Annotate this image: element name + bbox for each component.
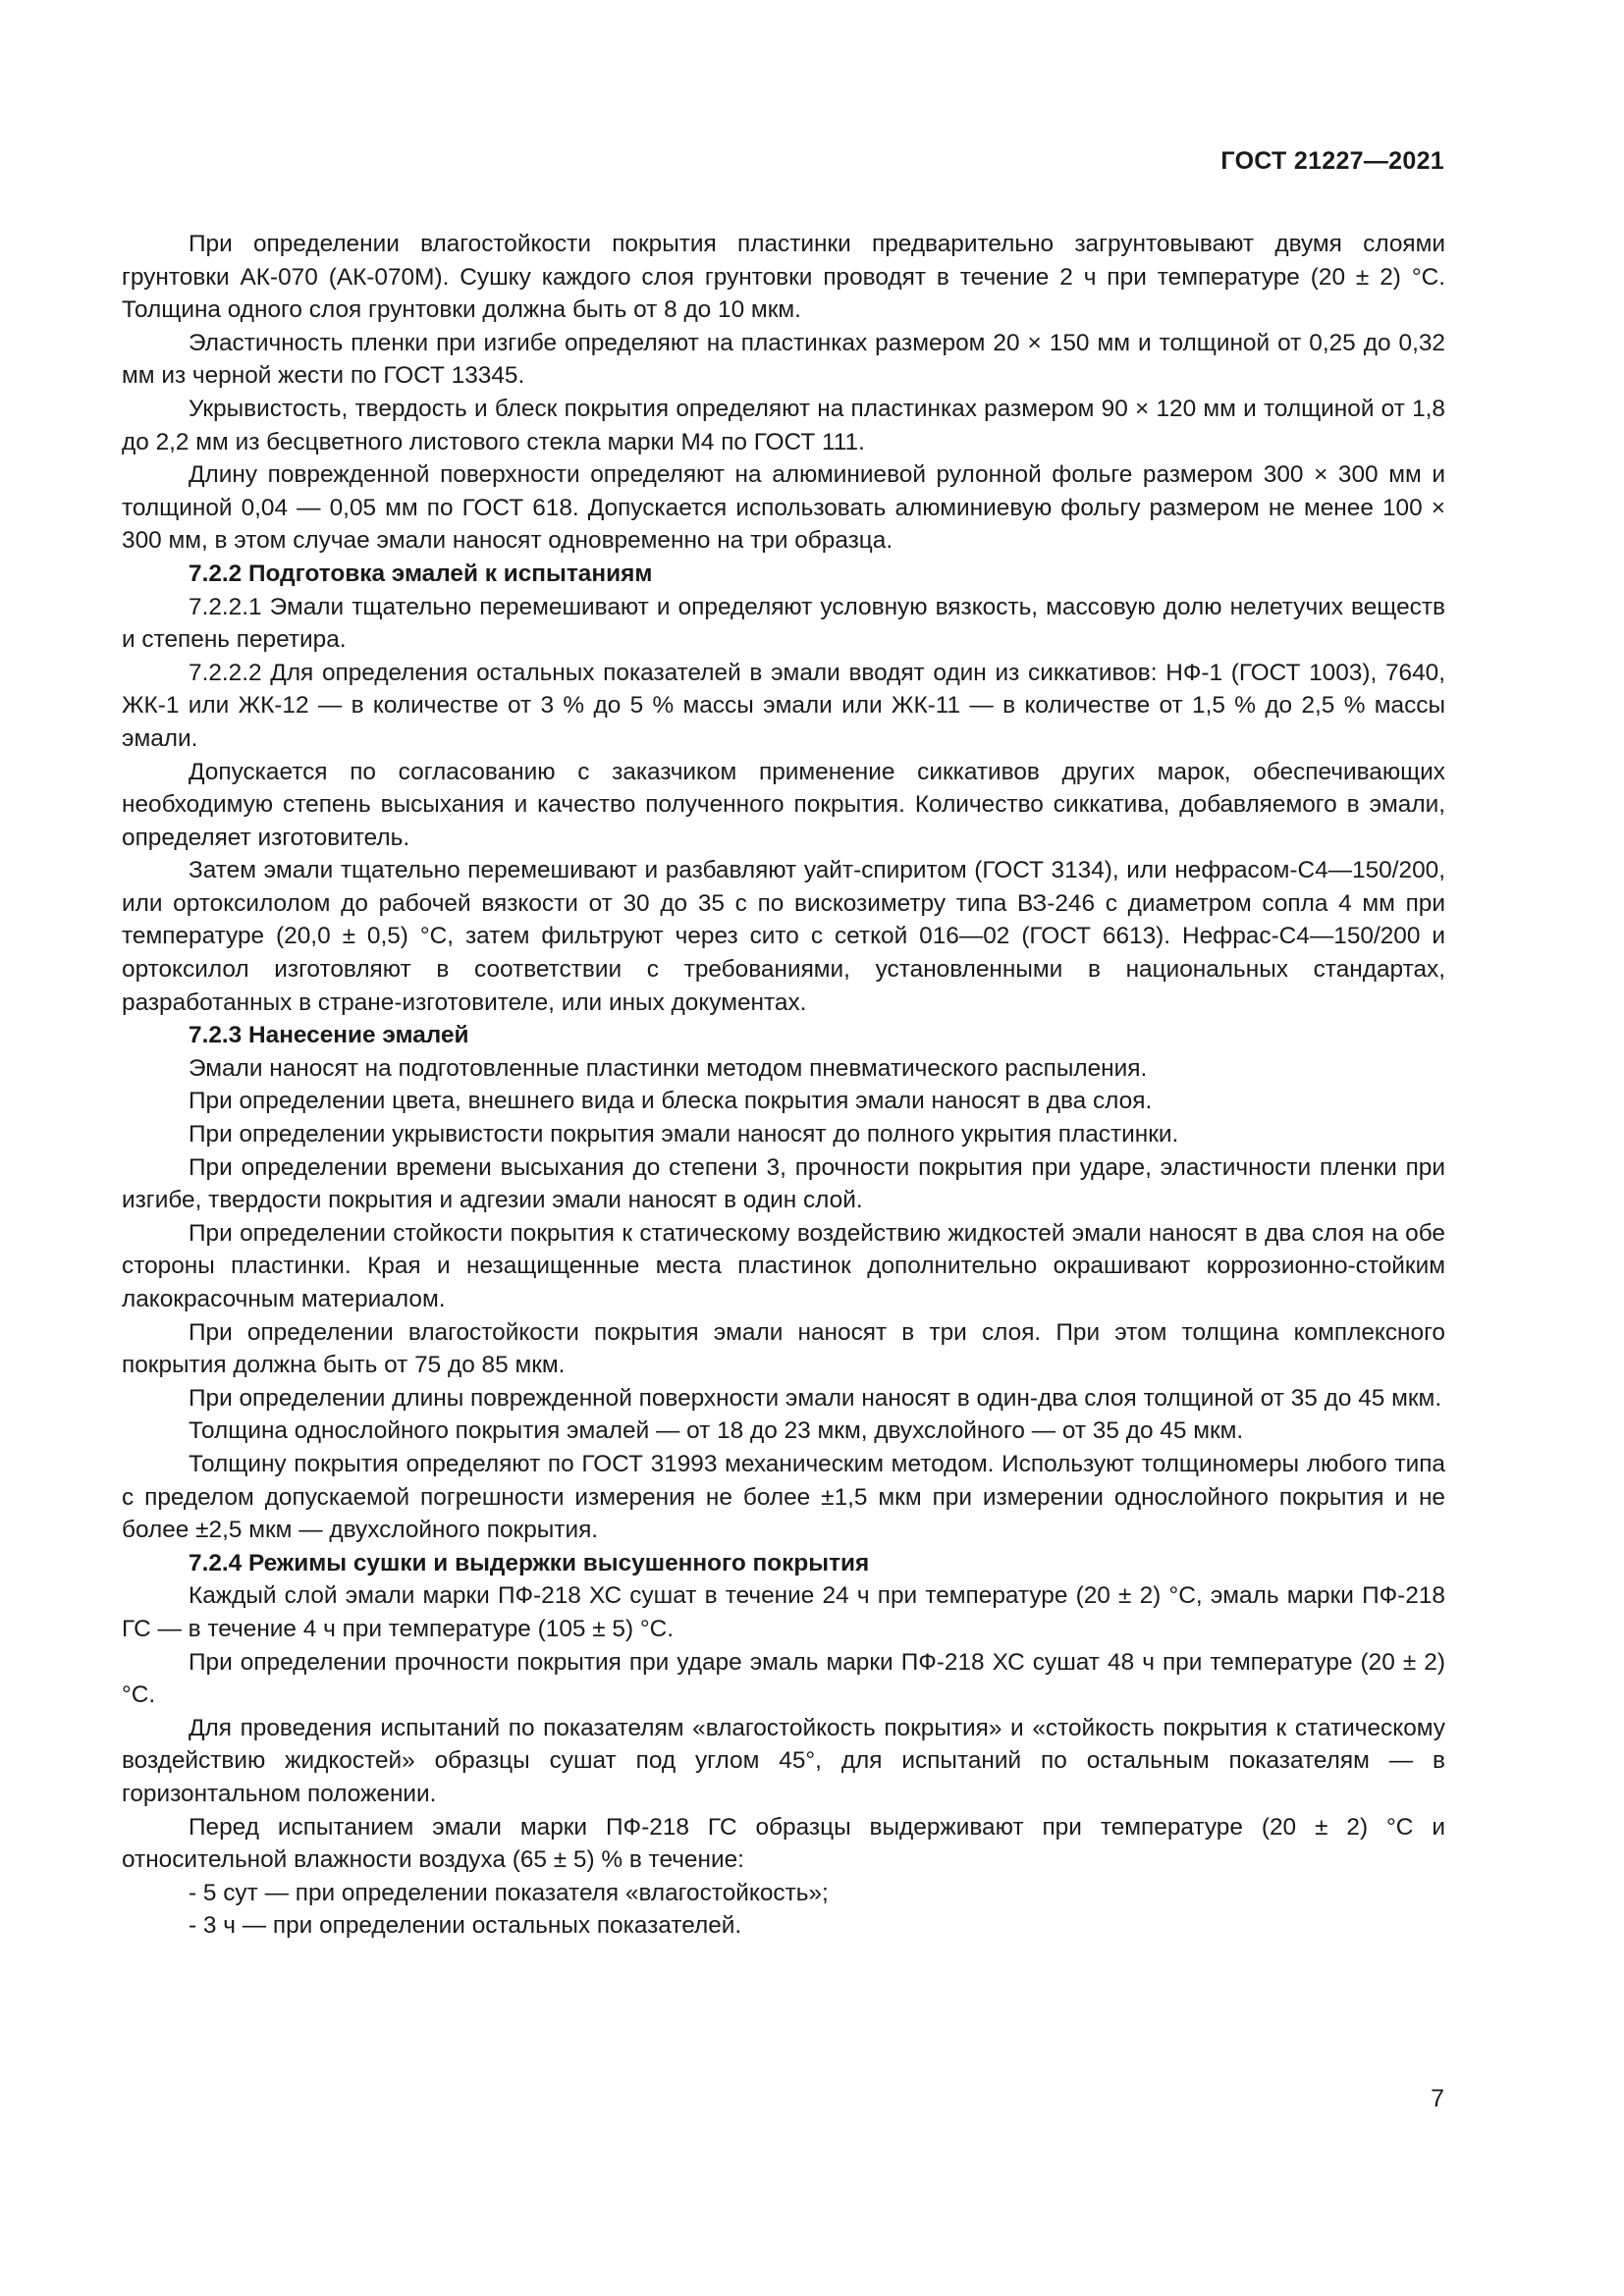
document-body: [122, 228, 1445, 1943]
paragraph: При определении времени высыхания до степени 3, прочности покрытия при ударе, эластичности пленки при изгибе, твердости покрытия и адгезии эмали наносят в один слой.: [122, 1153, 1445, 1214]
paragraph: Эмали наносят на подготовленные пластинки методом пневматического распыления.: [189, 1054, 1148, 1082]
section-heading-7-2-3: 7.2.3 Нанесение эмалей: [189, 1022, 469, 1049]
paragraph: При определении укрывистости покрытия эмали наносят до полного укрытия пластинки.: [189, 1121, 1179, 1148]
standard-designation: ГОСТ 21227—2021: [1220, 147, 1444, 175]
paragraph: При определении прочности покрытия при ударе эмаль марки ПФ-218 ХС сушат 48 ч при температуре (20 ± 2) °С.: [122, 1648, 1445, 1709]
paragraph: При определении стойкости покрытия к статическому воздействию жидкостей эмали наносят в два слоя на обе стороны пластинки. Края и незащищенные места пластинок дополнительно окрашивают коррозионно-стойким лакокрасочным материалом.: [122, 1219, 1445, 1312]
section-heading-7-2-2: 7.2.2 Подготовка эмалей к испытаниям: [189, 560, 653, 587]
paragraph: При определении длины поврежденной поверхности эмали наносят в один-два слоя толщиной от 35 до 45 мкм.: [189, 1384, 1442, 1412]
list-item: - 5 сут — при определении показателя «влагостойкость»;: [189, 1879, 829, 1906]
paragraph: Допускается по согласованию с заказчиком применение сиккативов других марок, обеспечивающих необходимую степень высыхания и качество полученного покрытия. Количество сиккатива, добавляемого в эмали, определяет изготовитель.: [122, 758, 1445, 851]
paragraph: При определении цвета, внешнего вида и блеска покрытия эмали наносят в два слоя.: [189, 1088, 1153, 1115]
paragraph: При определении влагостойкости покрытия эмали наносят в три слоя. При этом толщина комплексного покрытия должна быть от 75 до 85 мкм.: [122, 1318, 1445, 1379]
paragraph: Укрывистость, твердость и блеск покрытия определяют на пластинках размером 90 × 120 мм и толщиной от 1,8 до 2,2 мм из бесцветного листового стекла марки М4 по ГОСТ 111.: [122, 395, 1445, 455]
page-number: 7: [1431, 2085, 1444, 2112]
paragraph: Каждый слой эмали марки ПФ-218 ХС сушат в течение 24 ч при температуре (20 ± 2) °С, эмаль марки ПФ-218 ГС — в течение 4 ч при температуре (105 ± 5) °С.: [122, 1582, 1445, 1642]
paragraph: Для проведения испытаний по показателям «влагостойкость покрытия» и «стойкость покрытия к статическому воздействию жидкостей» образцы сушат под углом 45°, для испытаний по остальным показателям — в горизонтальном положении.: [122, 1714, 1445, 1807]
paragraph: Эластичность пленки при изгибе определяют на пластинках размером 20 × 150 мм и толщиной от 0,25 до 0,32 мм из черной жести по ГОСТ 13345.: [122, 329, 1445, 390]
paragraph: Толщину покрытия определяют по ГОСТ 31993 механическим методом. Используют толщиномеры любого типа с пределом допускаемой погрешности измерения не более ±1,5 мкм при измерении однослойного покрытия и не более ±2,5 мкм — двухслойного покрытия.: [122, 1450, 1445, 1544]
paragraph: 7.2.2.1 Эмали тщательно перемешивают и определяют условную вязкость, массовую долю нелетучих веществ и степень перетира.: [122, 593, 1445, 654]
paragraph: Затем эмали тщательно перемешивают и разбавляют уайт-спиритом (ГОСТ 3134), или нефрасом-С4—150/200, или ортоксилолом до рабочей вязкости от 30 до 35 с по вискозиметру типа ВЗ-246 с диаметром сопла 4 мм при температуре (20,0 ± 0,5) °С, затем фильтруют через сито с сеткой 016—02 (ГОСТ 6613). Нефрас-С4—150/200 и ортоксилол изготовляют в соответствии с требованиями, установленными в национальных стандартах, разработанных в стране-изготовителе, или иных документах.: [122, 857, 1445, 1016]
paragraph: 7.2.2.2 Для определения остальных показателей в эмали вводят один из сиккативов: НФ-1 (ГОСТ 1003), 7640, ЖК-1 или ЖК-12 — в количестве от 3 % до 5 % массы эмали или ЖК-11 — в количестве от 1,5 % до 2,5 % массы эмали.: [122, 659, 1445, 752]
section-heading-7-2-4: 7.2.4 Режимы сушки и выдержки высушенного покрытия: [189, 1549, 870, 1576]
paragraph: При определении влагостойкости покрытия пластинки предварительно загрунтовывают двумя слоями грунтовки АК-070 (АК-070М). Сушку каждого слоя грунтовки проводят в течение 2 ч при температуре (20 ± 2) °С. Толщина одного слоя грунтовки должна быть от 8 до 10 мкм.: [122, 231, 1445, 324]
paragraph: Длину поврежденной поверхности определяют на алюминиевой рулонной фольге размером 300 × 300 мм и толщиной 0,04 — 0,05 мм по ГОСТ 618. Допускается использовать алюминиевую фольгу размером не менее 100 × 300 мм, в этом случае эмали наносят одновременно на три образца.: [122, 461, 1445, 555]
paragraph: Перед испытанием эмали марки ПФ-218 ГС образцы выдерживают при температуре (20 ± 2) °С и относительной влажности воздуха (65 ± 5) % в течение:: [122, 1813, 1445, 1874]
paragraph: Толщина однослойного покрытия эмалей — от 18 до 23 мкм, двухслойного — от 35 до 45 мкм.: [189, 1417, 1244, 1445]
list-item: - 3 ч — при определении остальных показателей.: [189, 1912, 742, 1940]
